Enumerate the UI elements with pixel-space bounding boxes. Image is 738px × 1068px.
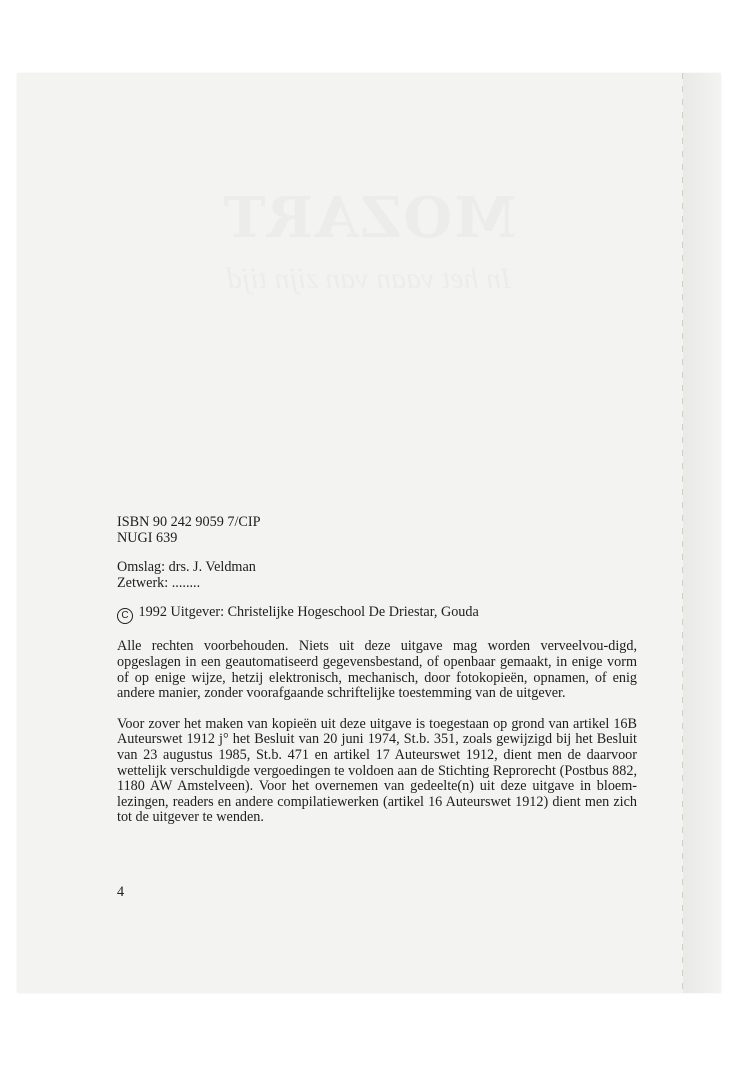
nugi-line: NUGI 639 [117,529,178,546]
copyright-icon: C [117,608,133,624]
rights-reserved-paragraph: Alle rechten voorbehouden. Niets uit deze uitgave mag worden verveelvou-digd, opgeslagen in een geautomatiseerd gegevensbestand, of openbaar gemaakt, in enige vorm of op enige wijze, hetzij elektronisch, mechanisch, door fotokopieën, opnamen, of enig andere manier, zonder voorafgaande schriftelijke toestemming van de uitgever. [117,638,637,702]
page-number: 4 [117,884,125,900]
cover-credit: Omslag: drs. J. Veldman [117,559,256,576]
reprography-paragraph: Voor zover het maken van kopieën uit deze uitgave is toegestaan op grond van artikel 16B Auteurswet 1912 j° het Besluit van 20 juni 1974, St.b. 351, zoals gewijzigd bij het Besluit van 23 augustus 1985, St.b. 471 en artikel 17 Auteurswet 1912, dient men de daarvoor wettelijk verschuldigde vergoedingen te voldoen aan de Stichting Reprorecht (Postbus 882, 1180 AW Amstelveen). Voor het overnemen van gedeelte(n) uit deze uitgave in bloem-lezingen, readers en andere compilatiewerken (artikel 16 Auteurswet 1912) dient men zich tot de uitgever te wenden. [117,715,637,826]
show-through-subtitle: In het vaan van zijn tijd [226,262,512,295]
colophon [117,515,637,826]
show-through-title: MOZART [221,185,517,251]
copyright-line [117,605,637,624]
typesetting-credit: Zetwerk: ........ [117,574,201,591]
copyright-text: 1992 Uitgever: Christelijke Hogeschool De Driestar, Gouda [138,604,479,621]
isbn-line: ISBN 90 242 9059 7/CIP [117,514,261,530]
